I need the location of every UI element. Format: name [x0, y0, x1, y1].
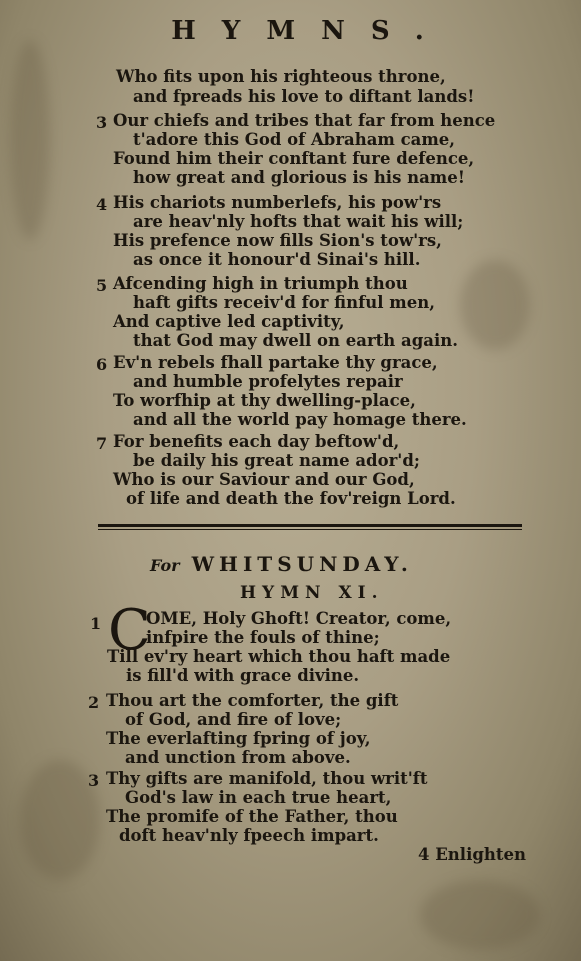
verse-line: Afcending high in triumph thou — [113, 274, 408, 293]
verse-number: 3 — [96, 113, 108, 132]
verse-line: and fpreads his love to diftant lands! — [133, 87, 475, 106]
verse-line: and unction from above. — [125, 748, 351, 767]
verse-line: infpire the fouls of thine; — [146, 628, 380, 647]
verse-line: haft gifts receiv'd for finful men, — [133, 293, 435, 312]
catchword: 4 Enlighten — [418, 845, 526, 864]
verse-number: 3 — [88, 771, 100, 790]
paper-stain — [460, 260, 530, 350]
running-head: HYMNS. — [171, 16, 450, 46]
verse-number: 5 — [96, 276, 108, 295]
verse-line: OME, Holy Ghoft! Creator, come, — [146, 609, 452, 628]
verse-line: Thou art the comforter, the gift — [106, 691, 399, 710]
verse-number: 7 — [96, 434, 108, 453]
verse-number: 6 — [96, 355, 108, 374]
verse-line: doft heav'nly fpeech impart. — [119, 826, 379, 845]
hymn-number: HYMN XI. — [240, 583, 384, 603]
verse-line: The promife of the Father, thou — [106, 807, 398, 826]
verse-line: Our chiefs and tribes that far from hence — [113, 111, 496, 130]
verse-line: how great and glorious is his name! — [133, 168, 465, 187]
section-title-day: WHITSUNDAY. — [191, 552, 413, 576]
verse-line: of God, and fire of love; — [125, 710, 342, 729]
verse-line: are heav'nly hofts that wait his will; — [133, 212, 464, 231]
verse-line: His chariots numberlefs, his pow'rs — [113, 193, 442, 212]
verse-line: be daily his great name ador'd; — [133, 451, 420, 470]
verse-line: To worfhip at thy dwelling-place, — [113, 391, 416, 410]
verse-line: Ev'n rebels fhall partake thy grace, — [113, 353, 438, 372]
verse-line: And captive led captivity, — [113, 312, 345, 331]
verse-line: Who is our Saviour and our God, — [113, 470, 415, 489]
verse-line: God's law in each true heart, — [125, 788, 392, 807]
paper-stain — [420, 880, 540, 950]
section-rule-thin — [98, 529, 522, 530]
verse-line: as once it honour'd Sinai's hill. — [133, 250, 421, 269]
verse-line: that God may dwell on earth again. — [133, 331, 458, 350]
verse-number: 2 — [88, 693, 100, 712]
verse-line: of life and death the fov'reign Lord. — [126, 489, 456, 508]
verse-line: The everlafting fpring of joy, — [106, 729, 371, 748]
verse-number: 1 — [90, 614, 102, 633]
verse-number: 4 — [96, 195, 108, 214]
verse-line: and humble profelytes repair — [133, 372, 403, 391]
drop-cap: C — [108, 598, 151, 663]
verse-line: Found him their conftant fure defence, — [113, 149, 475, 168]
section-title-for: For — [150, 556, 180, 575]
paper-stain — [10, 40, 50, 240]
verse-line: and all the world pay homage there. — [133, 410, 467, 429]
verse-line: t'adore this God of Abraham came, — [133, 130, 456, 149]
verse-line: Till ev'ry heart which thou haft made — [107, 647, 451, 666]
verse-line: His prefence now fills Sion's tow'rs, — [113, 231, 442, 250]
verse-line: is fill'd with grace divine. — [126, 666, 360, 685]
verse-line: For benefits each day beftow'd, — [113, 432, 400, 451]
verse-line: Thy gifts are manifold, thou writ'ft — [106, 769, 428, 788]
verse-line: Who fits upon his righteous throne, — [116, 67, 446, 86]
section-rule — [98, 524, 522, 527]
section-title — [150, 552, 413, 576]
